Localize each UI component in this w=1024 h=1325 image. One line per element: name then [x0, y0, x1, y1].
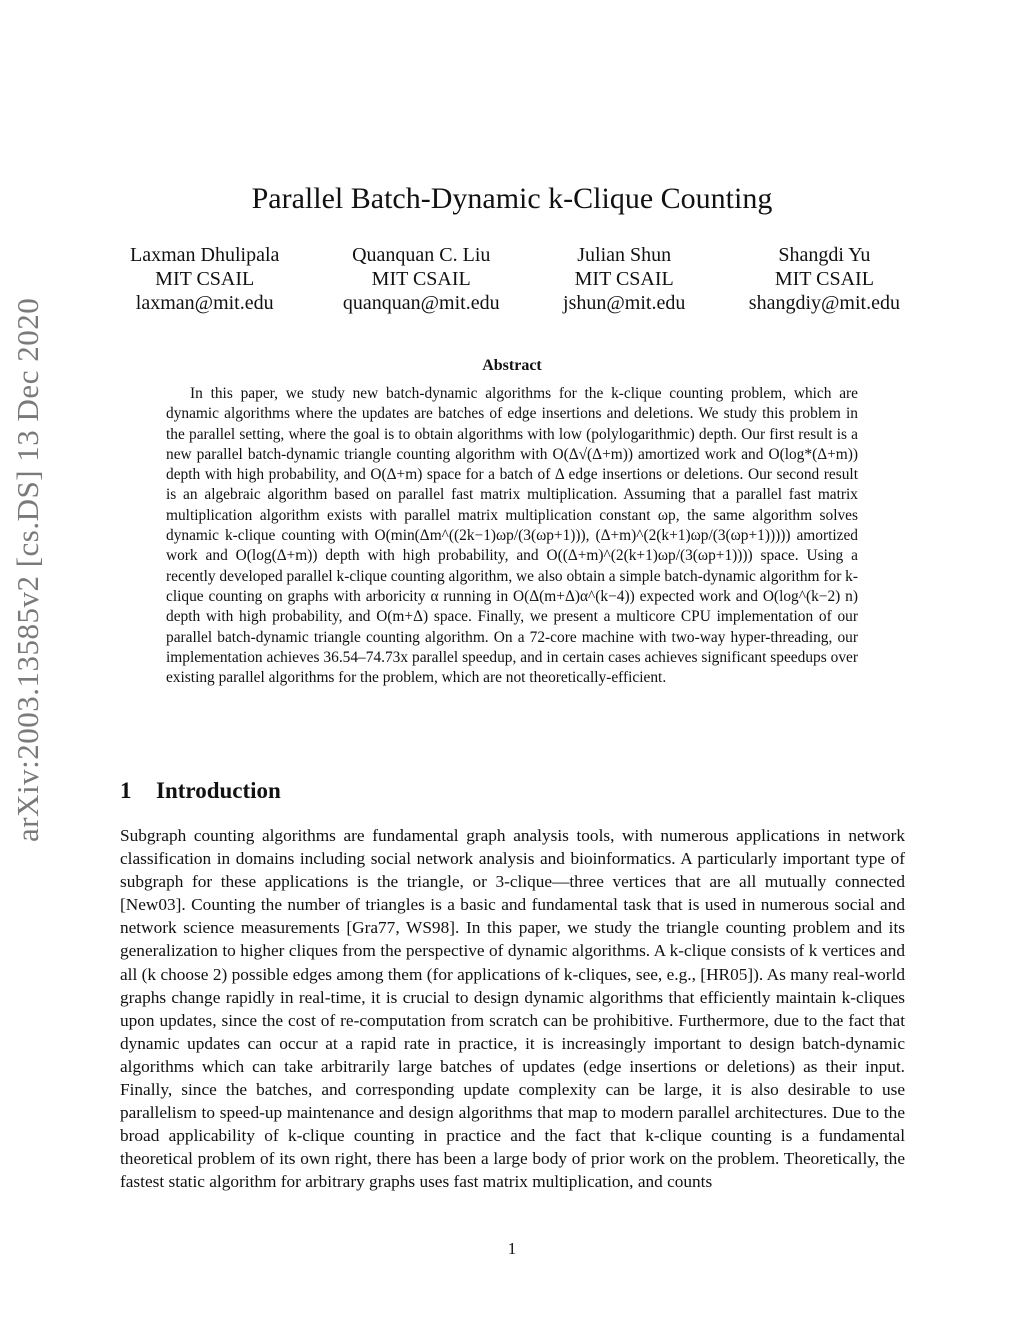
author-affiliation: MIT CSAIL [574, 268, 674, 290]
author [749, 243, 900, 315]
abstract-body [166, 384, 858, 688]
author [343, 243, 500, 315]
author-email: laxman@mit.edu [135, 292, 274, 314]
author-name: Quanquan C. Liu [352, 244, 491, 266]
author-email: quanquan@mit.edu [342, 292, 500, 314]
introduction-body [120, 824, 905, 1194]
arxiv-identifier: arXiv:2003.13585v2 [cs.DS] 13 Dec 2020 [10, 297, 45, 842]
paper-title-text: Parallel Batch-Dynamic k-Clique Counting [251, 182, 773, 215]
author-name: Julian Shun [577, 244, 672, 266]
author [130, 243, 279, 315]
author [563, 243, 685, 315]
section-title: Introduction [156, 778, 281, 803]
author-email: shangdiy@mit.edu [748, 292, 900, 314]
author-affiliation: MIT CSAIL [371, 268, 471, 290]
abstract-paragraph: In this paper, we study new batch-dynamic algorithms for the k-clique counting problem, which are dynamic algorithms where the updates are batches of edge insertions and deletions. We study this problem in the parallel setting, where the goal is to obtain algorithms with low (polylogarithmic) depth. Our first result is a new parallel batch-dynamic triangle counting algorithm with O(Δ√(Δ+m)) amortized work and O(log*(Δ+m)) depth with high probability, and O(Δ+m) space for a batch of Δ edge insertions or deletions. Our second result is an algebraic algorithm based on parallel fast matrix multiplication. Assuming that a parallel fast matrix multiplication algorithm exists with parallel matrix multiplication constant ωp, the same algorithm solves dynamic k-clique counting with O(min(Δm^((2k−1)ωp/(3(ωp+1))), (Δ+m)^(2(k+1)ωp/(3(ωp+1))))) amortized work and O(log(Δ+m)) depth with high probability, and O((Δ+m)^(2(k+1)ωp/(3(ωp+1)))) space. Using a recently developed parallel k-clique counting algorithm, we also obtain a simple batch-dynamic algorithm for k-clique counting on graphs with arboricity α running in O(Δ(m+Δ)α^(k−4)) expected work and O(log^(k−2) n) depth with high probability, and O(m+Δ) space. Finally, we present a multicore CPU implementation of our parallel batch-dynamic triangle counting algorithm. On a 72-core machine with two-way hyper-threading, our implementation achieves 36.54–74.73x parallel speedup, and in certain cases achieves significant speedups over existing parallel algorithms for the problem, which are not theoretically-efficient. [166, 385, 858, 687]
author-affiliation: MIT CSAIL [155, 268, 255, 290]
author-affiliation: MIT CSAIL [774, 268, 874, 290]
section-number: 1 [120, 778, 132, 803]
author-name: Laxman Dhulipala [130, 244, 280, 266]
introduction-paragraph: Subgraph counting algorithms are fundamental graph analysis tools, with numerous applications in network classification in domains including social network analysis and bioinformatics. A particularly important type of subgraph for these applications is the triangle, or 3-clique—three vertices that are all mutually connected [New03]. Counting the number of triangles is a basic and fundamental task that is used in numerous social and network science measurements [Gra77, WS98]. In this paper, we study the triangle counting problem and its generalization to higher cliques from the perspective of dynamic algorithms. A k-clique consists of k vertices and all (k choose 2) possible edges among them (for applications of k-cliques, see, e.g., [HR05]). As many real-world graphs change rapidly in real-time, it is crucial to design dynamic algorithms that efficiently maintain k-cliques upon updates, since the cost of re-computation from scratch can be prohibitive. Furthermore, due to the fact that dynamic updates can occur at a rapid rate in practice, it is increasingly important to design batch-dynamic algorithms which can take arbitrarily large batches of updates (edge insertions or deletions) as their input. Finally, since the batches, and corresponding update complexity can be large, it is also desirable to use parallelism to speed-up maintenance and design algorithms that map to modern parallel architectures. Due to the broad applicability of k-clique counting in practice and the fact that k-clique counting is a fundamental theoretical problem of its own right, there has been a large body of prior work on the problem. Theoretically, the fastest static algorithm for arbitrary graphs uses fast matrix multiplication, and counts [120, 826, 905, 1192]
author-block [130, 243, 900, 315]
section-heading [120, 778, 281, 804]
abstract-heading: Abstract [482, 357, 542, 374]
author-email: jshun@mit.edu [563, 292, 686, 314]
page-number: 1 [507, 1239, 517, 1258]
author-name: Shangdi Yu [778, 244, 871, 266]
paper-title [0, 182, 1024, 216]
